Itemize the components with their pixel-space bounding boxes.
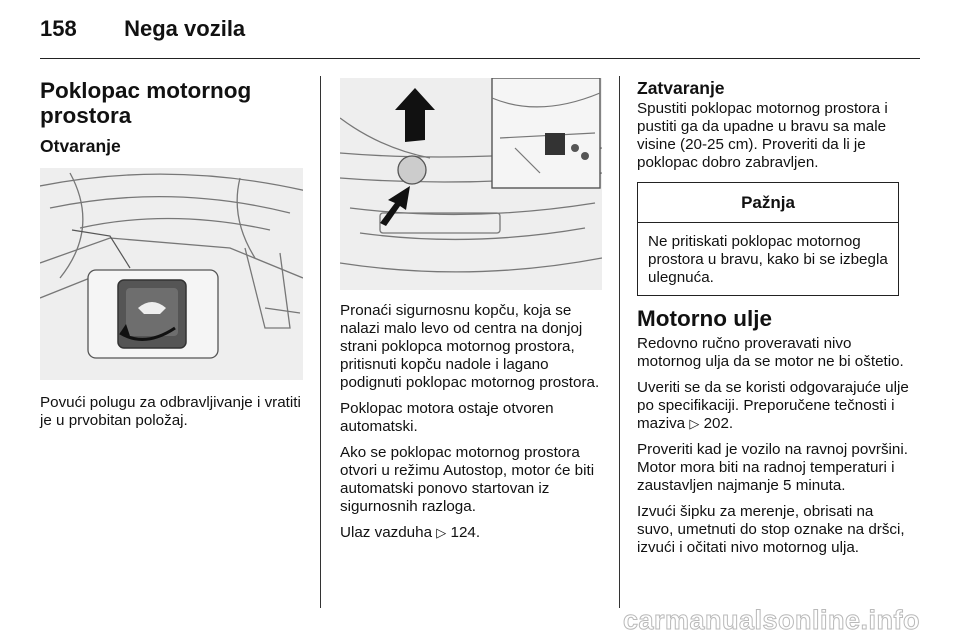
text-oil-conditions: Proveriti kad je vozilo na ravnoj površini. Motor mora biti na radnoj temperaturi i zaustavljen najmanje 5 minuta. xyxy=(637,441,908,494)
oil-spec-label: Uveriti se da se koristi odgovarajuće ulje po specifikaciji. Preporučene tečnosti i maziva xyxy=(637,379,909,432)
page-reference-arrow-icon: ▷ xyxy=(436,525,447,540)
column-divider-2 xyxy=(619,76,620,608)
text-closing: Spustiti poklopac motornog prostora i pustiti ga da upadne u bravu sa male visine (20-25 cm). Proveriti da li je poklopac dobro zabravljen. xyxy=(637,100,888,171)
watermark: carmanualsonline.info xyxy=(622,605,920,635)
text-find-catch: Pronaći sigurnosnu kopču, koja se nalazi malo levo od centra na donjoj strani poklopca motornog prostora, pritisnuti kopču nadole i lagano podignuti poklopac motornog prostora. xyxy=(340,302,600,391)
subheading-opening: Otvaranje xyxy=(40,136,121,156)
text-oil-spec xyxy=(637,379,909,433)
heading-engine-oil: Motorno ulje xyxy=(637,306,772,331)
subheading-closing: Zatvaranje xyxy=(637,78,725,98)
air-intake-page-link[interactable]: 124. xyxy=(450,524,481,541)
warning-box xyxy=(637,182,899,296)
chapter-title: Nega vozila xyxy=(124,16,246,41)
page-header xyxy=(40,16,245,42)
page-number: 158 xyxy=(40,16,77,41)
page-reference-arrow-icon: ▷ xyxy=(689,416,700,431)
text-autostop: Ako se poklopac motornog prostora otvori u režimu Autostop, motor će biti automatski ponovo startovan iz sigurnosnih razloga. xyxy=(340,444,595,515)
warning-text: Ne pritiskati poklopac motornog prostora u bravu, kako bi se izbegla ulegnuća. xyxy=(648,233,888,286)
text-air-intake xyxy=(340,524,605,542)
text-stays-open: Poklopac motora ostaje otvoren automatski. xyxy=(340,400,554,435)
section-heading: Poklopac motornog prostora xyxy=(40,78,252,128)
column-divider-1 xyxy=(320,76,321,608)
safety-catch-illustration xyxy=(340,78,602,290)
text-oil-check: Redovno ručno proveravati nivo motornog ulja da se motor ne bi oštetio. xyxy=(637,335,904,370)
column-2 xyxy=(340,78,605,550)
header-rule xyxy=(40,58,920,59)
caption-lever: Povući polugu za odbravljivanje i vratiti je u prvobitan položaj. xyxy=(40,394,301,429)
text-dipstick: Izvući šipku za merenje, obrisati na suvo, umetnuti do stop oznake na dršci, izvući i očitati nivo motornog ulja. xyxy=(637,503,905,556)
hood-release-lever-illustration xyxy=(40,168,303,380)
column-3 xyxy=(637,78,909,565)
column-1 xyxy=(40,78,305,438)
air-intake-label: Ulaz vazduha xyxy=(340,524,433,541)
oil-spec-page-link[interactable]: 202. xyxy=(703,415,734,432)
warning-title: Pažnja xyxy=(638,183,898,223)
